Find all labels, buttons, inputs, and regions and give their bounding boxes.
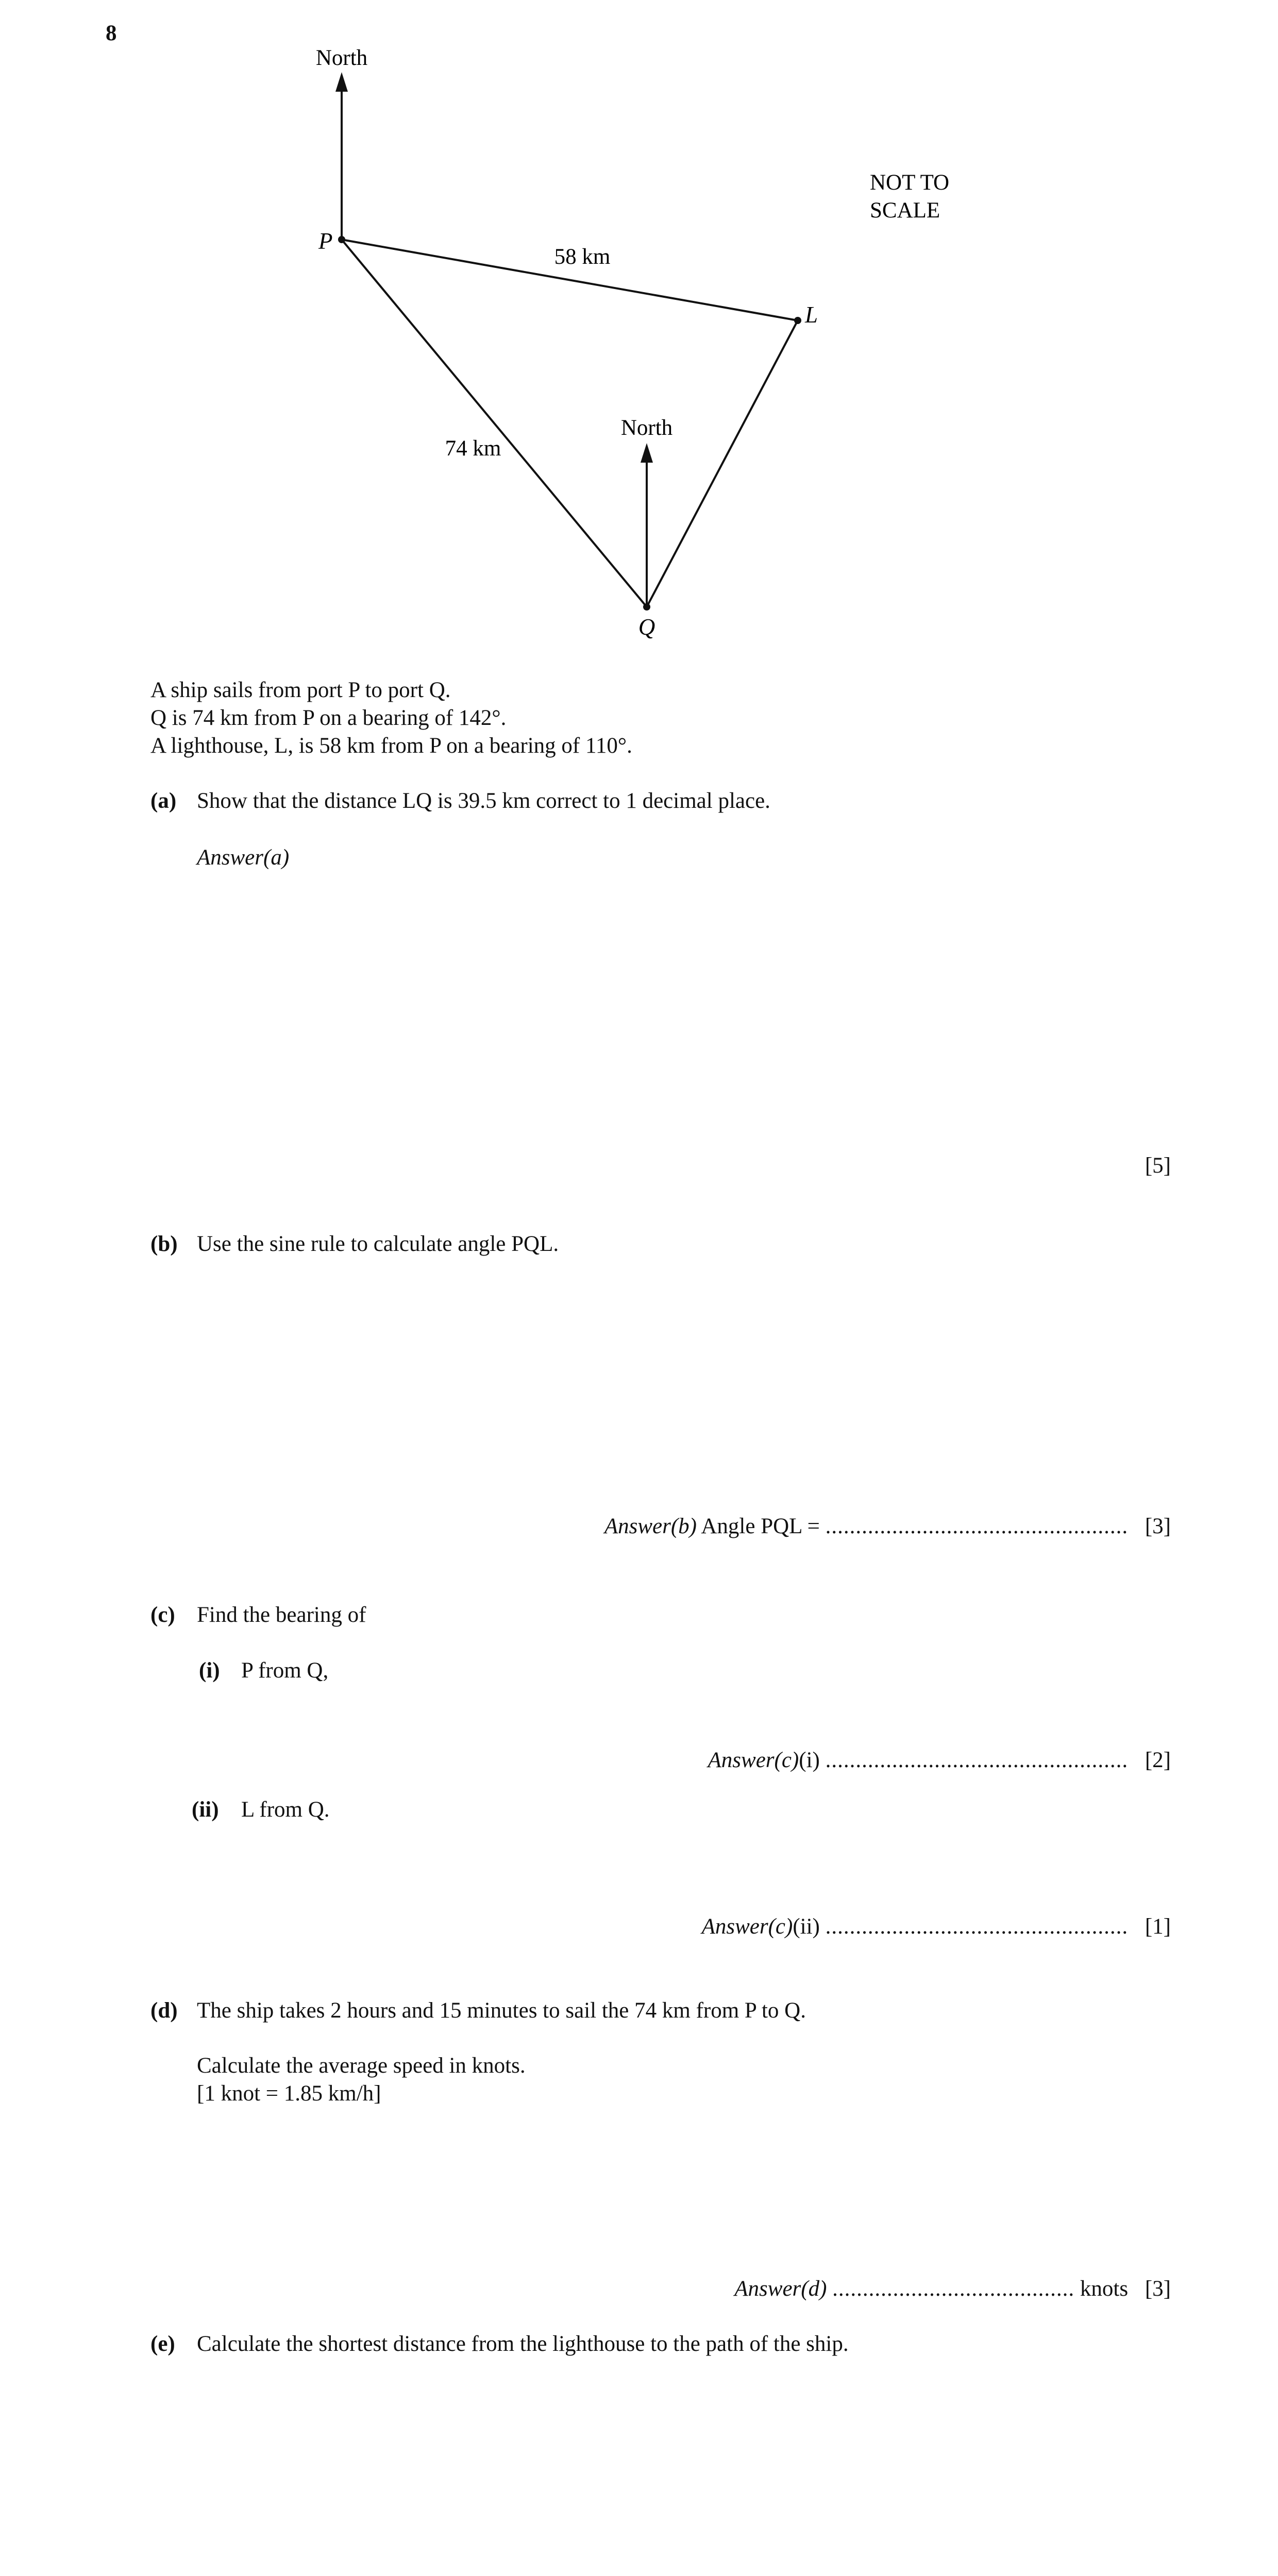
part-a-answer-label: Answer(a) bbox=[197, 845, 290, 870]
part-b-answer-text: Angle PQL = bbox=[701, 1514, 820, 1538]
part-c-i-answer-field[interactable]: .................................................. bbox=[825, 1748, 1129, 1772]
side-lq bbox=[647, 320, 798, 607]
distance-pq-label: 74 km bbox=[445, 436, 501, 461]
question-number: 8 bbox=[106, 21, 117, 45]
point-p-label: P bbox=[318, 228, 333, 254]
part-b-marks: [3] bbox=[1145, 1514, 1171, 1538]
point-l-label: L bbox=[805, 302, 818, 328]
intro-line-1: A ship sails from port P to port Q. bbox=[150, 678, 451, 702]
north-label-q: North bbox=[620, 416, 673, 440]
part-d-question: The ship takes 2 hours and 15 minutes to sail the 74 km from P to Q. bbox=[197, 1998, 806, 2023]
part-c-ii-marks: [1] bbox=[1145, 1914, 1171, 1939]
point-p-dot bbox=[338, 236, 345, 243]
part-c-ii-answer-line bbox=[702, 1914, 1171, 1940]
part-c-ii-question: L from Q. bbox=[241, 1798, 330, 1822]
part-c-ii-answer-field[interactable]: .................................................. bbox=[825, 1914, 1129, 1939]
intro-line-2: Q is 74 km from P on a bearing of 142°. bbox=[150, 706, 507, 730]
part-b-answer-line bbox=[604, 1514, 1171, 1539]
part-b-label: (b) bbox=[150, 1232, 178, 1256]
north-arrowhead-q bbox=[641, 443, 653, 463]
not-to-scale-line2: SCALE bbox=[870, 198, 940, 223]
part-d-answer-line bbox=[734, 2276, 1171, 2302]
part-d-instruction: Calculate the average speed in knots. bbox=[197, 2054, 526, 2078]
part-b-answer-field[interactable]: .................................................. bbox=[825, 1514, 1129, 1538]
part-c-i-answer-line bbox=[708, 1748, 1171, 1773]
part-c-ii-answer-label: Answer(c) bbox=[701, 1914, 793, 1939]
part-d-answer-label: Answer(d) bbox=[734, 2277, 827, 2301]
point-q-label: Q bbox=[638, 614, 655, 640]
part-a-label: (a) bbox=[150, 789, 177, 813]
part-c-ii-label: (ii) bbox=[192, 1798, 219, 1822]
north-arrowhead-p bbox=[335, 72, 348, 92]
part-d-unit: knots bbox=[1080, 2277, 1129, 2301]
part-c-question: Find the bearing of bbox=[197, 1603, 366, 1627]
part-d-answer-field[interactable]: ........................................ bbox=[832, 2277, 1075, 2301]
part-a-marks: [5] bbox=[1145, 1154, 1171, 1178]
point-q-dot bbox=[643, 603, 650, 611]
part-c-i-answer-part: (i) bbox=[799, 1748, 820, 1772]
part-b-answer-label: Answer(b) bbox=[604, 1514, 697, 1538]
intro-line-3: A lighthouse, L, is 58 km from P on a bearing of 110°. bbox=[150, 734, 632, 758]
bearing-diagram bbox=[0, 0, 1278, 649]
point-l-dot bbox=[794, 317, 801, 324]
part-c-i-label: (i) bbox=[199, 1658, 220, 1683]
part-c-i-question: P from Q, bbox=[241, 1658, 329, 1683]
part-c-i-marks: [2] bbox=[1145, 1748, 1171, 1772]
part-b-question: Use the sine rule to calculate angle PQL. bbox=[197, 1232, 559, 1256]
north-label-p: North bbox=[315, 46, 368, 70]
part-c-i-answer-label: Answer(c) bbox=[708, 1748, 799, 1772]
part-e-label: (e) bbox=[150, 2332, 175, 2356]
part-d-label: (d) bbox=[150, 1998, 178, 2023]
part-e-question: Calculate the shortest distance from the lighthouse to the path of the ship. bbox=[197, 2332, 849, 2356]
part-d-conversion: [1 knot = 1.85 km/h] bbox=[197, 2081, 381, 2106]
side-pq bbox=[342, 240, 647, 607]
part-d-marks: [3] bbox=[1145, 2277, 1171, 2301]
distance-pl-label: 58 km bbox=[554, 245, 611, 269]
part-a-question: Show that the distance LQ is 39.5 km correct to 1 decimal place. bbox=[197, 789, 770, 813]
part-c-ii-answer-part: (ii) bbox=[793, 1914, 820, 1939]
not-to-scale-line1: NOT TO bbox=[870, 171, 950, 195]
part-c-label: (c) bbox=[150, 1603, 175, 1627]
